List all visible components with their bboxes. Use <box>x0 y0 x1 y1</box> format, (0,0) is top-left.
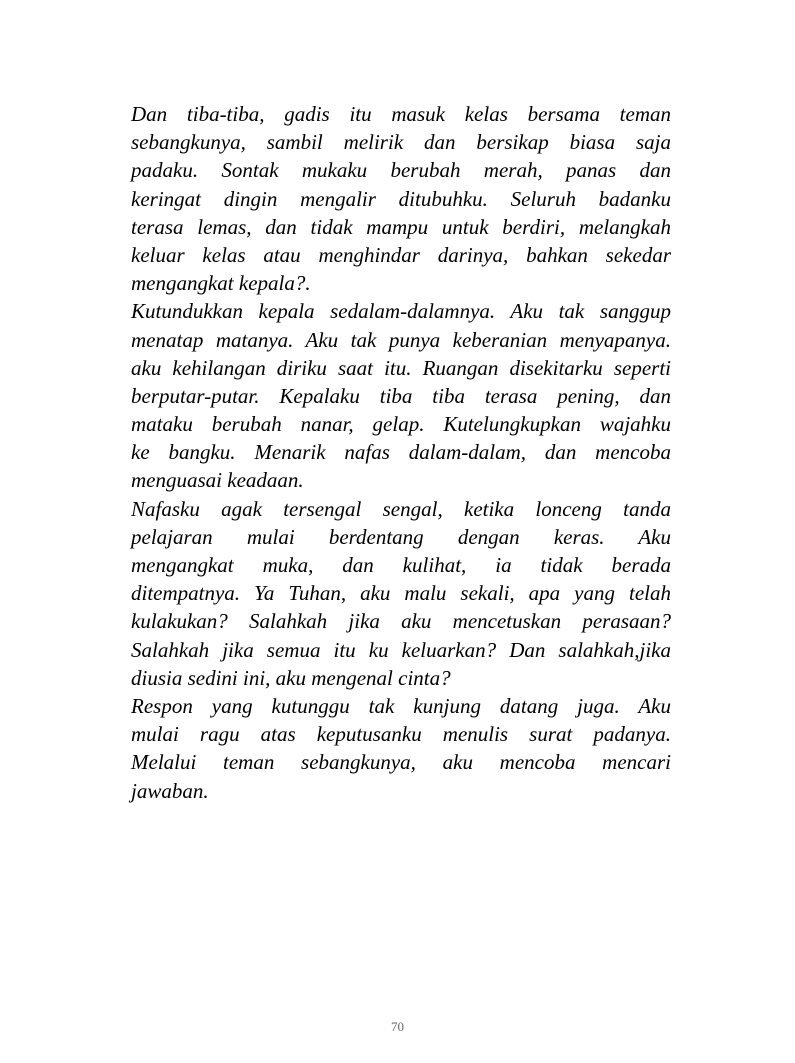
text-line: kulakukan? Salahkah jika aku mencetuskan perasaan? <box>131 609 671 634</box>
text-line: mengangkat kepala?. <box>131 271 311 296</box>
text-line: Salahkah jika semua itu ku keluarkan? Dan salahkah,jika <box>131 637 671 662</box>
text-line: ke bangku. Menarik nafas dalam-dalam, dan mencoba <box>131 440 671 465</box>
text-line: Melalui teman sebangkunya, aku mencoba mencari <box>131 750 671 775</box>
text-line: keluar kelas atau menghindar darinya, bahkan sekedar <box>131 242 671 267</box>
text-line: menatap matanya. Aku tak punya keberanian menyapanya. <box>131 327 671 352</box>
body-text <box>131 100 671 805</box>
text-line: padaku. Sontak mukaku berubah merah, panas dan <box>131 158 671 183</box>
text-line: Respon yang kutunggu tak kunjung datang juga. Aku <box>131 693 671 718</box>
text-line: jawaban. <box>131 778 209 803</box>
text-line: mataku berubah nanar, gelap. Kutelungkupkan wajahku <box>131 412 671 437</box>
text-line: diusia sedini ini, aku mengenal cinta? <box>131 665 451 690</box>
text-line: Dan tiba-tiba, gadis itu masuk kelas bersama teman <box>131 102 671 126</box>
page-number: 70 <box>391 1019 404 1034</box>
text-line: ditempatnya. Ya Tuhan, aku malu sekali, apa yang telah <box>131 581 671 606</box>
text-line: berputar-putar. Kepalaku tiba tiba terasa pening, dan <box>131 383 671 408</box>
text-line: menguasai keadaan. <box>131 468 304 493</box>
text-line: pelajaran mulai berdentang dengan keras. Aku <box>131 524 671 549</box>
text-line: aku kehilangan diriku saat itu. Ruangan disekitarku seperti <box>131 355 671 380</box>
text-line: terasa lemas, dan tidak mampu untuk berdiri, melangkah <box>131 214 671 239</box>
text-line: mengangkat muka, dan kulihat, ia tidak berada <box>131 553 671 577</box>
text-line: keringat dingin mengalir ditubuhku. Seluruh badanku <box>131 186 671 211</box>
text-line: Nafasku agak tersengal sengal, ketika lonceng tanda <box>131 496 671 521</box>
text-line: Kutundukkan kepala sedalam-dalamnya. Aku tak sanggup <box>131 299 671 324</box>
text-line: mulai ragu atas keputusanku menulis surat padanya. <box>131 722 671 747</box>
text-line: sebangkunya, sambil melirik dan bersikap biasa saja <box>131 130 671 155</box>
